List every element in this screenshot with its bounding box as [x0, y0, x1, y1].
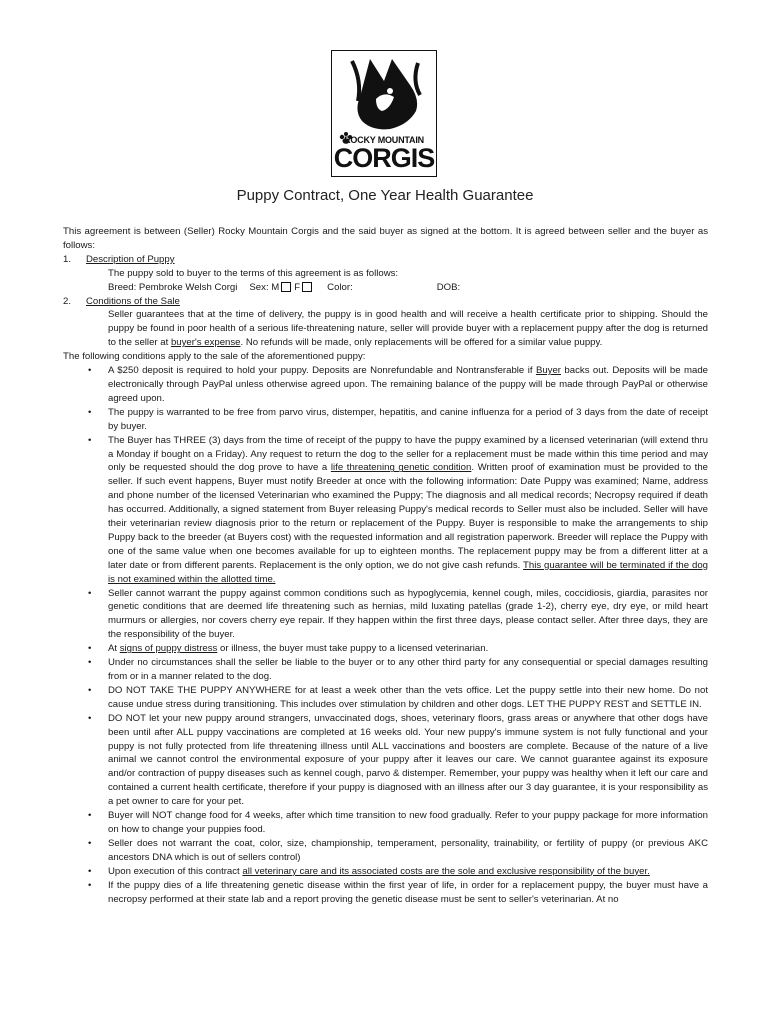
section-conditions [63, 295, 708, 309]
list-item [63, 837, 708, 865]
bullet-icon: • [88, 865, 92, 877]
conditions-intro: The following conditions apply to the sale of the aforementioned puppy: [63, 351, 366, 363]
list-item-text: DO NOT let your new puppy around strangers, unvaccinated dogs, shoes, veterinary floors, grass areas or anywhere that other dogs have been until after ALL puppy vaccinations are completed at 16 weeks old. Your new puppy's immune system is not fully functional and your puppy is not fully protected from life threatening illness until ALL vaccinations and boosters are complete. Because of the nature of a live animal we cannot control the environmental exposure of your puppy after it leaves our care. We cannot guarantee against its exposure and/or contraction of puppy diseases such as kennel cough, parvo & distemper. Remember, your puppy was healthy when it left our care and contained a current health certificate, therefore if your puppy is diagnosed with an illness after our 3 day guarantee, it is your responsibility as a pet owner to care for your pet. [108, 712, 708, 808]
dob-label: DOB: [436, 281, 461, 293]
section-heading: Conditions of the Sale [86, 295, 180, 307]
bullet-icon: • [88, 587, 92, 599]
list-item-text: If the puppy dies of a life threatening genetic disease within the first year of life, in order for a replacement puppy, the buyer must have a necropsy performed at their state lab and a report proving the genetic disease must be sent to seller's veterinarian. At no [108, 879, 708, 905]
list-item-underlined: all veterinary care and its associated costs are the sole and exclusive responsibility of the buyer. [242, 865, 650, 877]
list-item-text: At [108, 643, 120, 655]
bullet-icon: • [88, 657, 92, 669]
bullet-icon: • [88, 406, 92, 418]
section-heading: Description of Puppy [86, 253, 175, 265]
list-item-text: DO NOT TAKE THE PUPPY ANYWHERE for at least a week other than the vets office. Let the puppy settle into their new home. Do not cause undue stress during transitioning. This includes over stimulation by children and other dogs. LET THE PUPPY REST and SETTLE IN. [108, 684, 708, 710]
rocky-mountain-corgis-logo [331, 50, 437, 177]
bullet-icon: • [88, 643, 92, 655]
intro-paragraph: This agreement is between (Seller) Rocky Mountain Corgis and the said buyer as signed at the bottom. It is agreed between seller and the buyer as follows: [63, 226, 708, 251]
list-item [63, 712, 708, 809]
list-item [63, 865, 708, 879]
list-item [63, 809, 708, 837]
list-item [63, 406, 708, 434]
document-title: Puppy Contract, One Year Health Guarantee [236, 187, 534, 204]
section-number: 2. [63, 295, 72, 307]
list-item-text: or illness, the buyer must take puppy to a licensed veterinarian. [217, 643, 489, 655]
logo-text-main: CORGIS [333, 143, 435, 173]
list-item-text: Upon execution of this contract [108, 865, 243, 877]
bullet-icon: • [88, 810, 92, 822]
conditions-text-end: . No refunds will be made, only replacements will be offered for a similar value puppy. [240, 337, 603, 349]
list-item-underlined: Buyer [535, 365, 561, 377]
contract-body [63, 225, 708, 906]
list-item-text: Under no circumstances shall the seller be liable to the buyer or to any other third party for any consequential or special damages resulting from or in a manner related to the dog. [108, 657, 708, 682]
list-item [63, 434, 708, 587]
bullet-icon: • [88, 684, 92, 696]
list-item-underlined: This guarantee will be terminated if the dog is not examined within the allotted time. [108, 559, 708, 585]
bullet-icon: • [88, 837, 92, 849]
section-number: 1. [63, 253, 72, 265]
bullet-icon: • [88, 434, 92, 446]
list-item-text: Seller does not warrant the coat, color, size, championship, temperament, personality, trainability, or fertility of puppy (or previous AKC ancestors DNA which is out of sellers control) [108, 837, 708, 863]
list-item-text: . Written proof of examination must be provided to the seller. If such event happens, Buyer must notify Breeder at once with the following information: Date Puppy was examined; Name, address and phone number of the licensed Veterinarian who examined the Puppy; The diagnosis and all medical records; Necropsy required if death has occurred. Additionally, a signed statement from Buyer releasing Puppy's medical records to Seller must also be included. Seller will have their veterinarian review diagnosis prior to the return or replacement of the Puppy. Buyer is responsible to make the arrangements to ship Puppy back to the breeder (at Buyers cost) with the requested information and all registration paperwork. Breeder will replace the Puppy with one of the same value when one becomes available for up to eighteen months. The replacement puppy may be from a different litter at a later date or from different parents. Replacement is the only option, we do not give cash refunds. [108, 462, 708, 571]
sex-male-checkbox[interactable] [281, 282, 291, 292]
list-item-text: The Buyer has THREE (3) days from the time of receipt of the puppy to have the puppy examined by a licensed veterinarian (will extend thru a Monday if bought on a Friday). Any request to return the dog to the seller for a replacement must be made within this time period and may only be requested should the dog prove to have a [108, 434, 708, 474]
logo-text-top: ROCKY MOUNTAIN [344, 135, 424, 145]
breed-line [63, 281, 708, 295]
list-item-text: A $250 deposit is required to hold your puppy. Deposits are Nonrefundable and Nontransferable if [108, 365, 536, 377]
list-item-text: Buyer will NOT change food for 4 weeks, after which time transition to new food gradually. Refer to your puppy package for more information on how to change your puppies food. [108, 810, 708, 835]
conditions-text: Seller guarantees that at the time of delivery, the puppy is in good health and will receive a health certificate prior to shipping. Should the puppy be found in poor health of a serious life-threatening nature, seller will provide buyer with a replacement puppy after the dog is returned to the seller at [108, 309, 708, 349]
conditions-paragraph [63, 308, 708, 350]
list-item-text: Seller cannot warrant the puppy against common conditions such as hypoglycemia, kennel cough, miles, coccidiosis, giardia, parasites nor genetic conditions that are deemed life threatening such as hernias, mild luxating patellas (grade 1-2), cherry eye, dry eye, or mild heart murmurs or allergies, nor covers cherry eye repair. If they happen within the first three days, please contact seller. After three days, they are the responsibility of the buyer. [108, 587, 708, 641]
sex-label: Sex: M [249, 281, 280, 293]
bullet-icon: • [88, 712, 92, 724]
list-item-underlined: signs of puppy distress [119, 643, 218, 655]
list-item [63, 364, 708, 406]
list-item-text: backs out. Deposits will be made electronically through PayPal unless otherwise agreed upon. The remaining balance of the puppy will be made through PayPal or otherwise agreed upon. [108, 365, 709, 404]
list-item [63, 684, 708, 712]
list-item [63, 642, 708, 656]
list-item-underlined: life threatening genetic condition [330, 462, 472, 474]
list-item-text: The puppy is warranted to be free from parvo virus, distemper, hepatitis, and canine influenza for a period of 3 days from the date of receipt by buyer. [108, 406, 708, 432]
list-item [63, 656, 708, 684]
breed-text: Breed: Pembroke Welsh Corgi [108, 281, 238, 293]
description-line: The puppy sold to buyer to the terms of this agreement is as follows: [108, 267, 399, 279]
sex-female-label: F [294, 281, 301, 293]
sex-female-checkbox[interactable] [302, 282, 312, 292]
bullet-icon: • [88, 879, 92, 891]
conditions-underlined: buyer's expense [170, 337, 241, 349]
bullet-icon: • [88, 365, 92, 377]
list-item [63, 879, 708, 907]
list-item [63, 587, 708, 643]
section-description [63, 253, 708, 267]
color-label: Color: [327, 281, 353, 293]
